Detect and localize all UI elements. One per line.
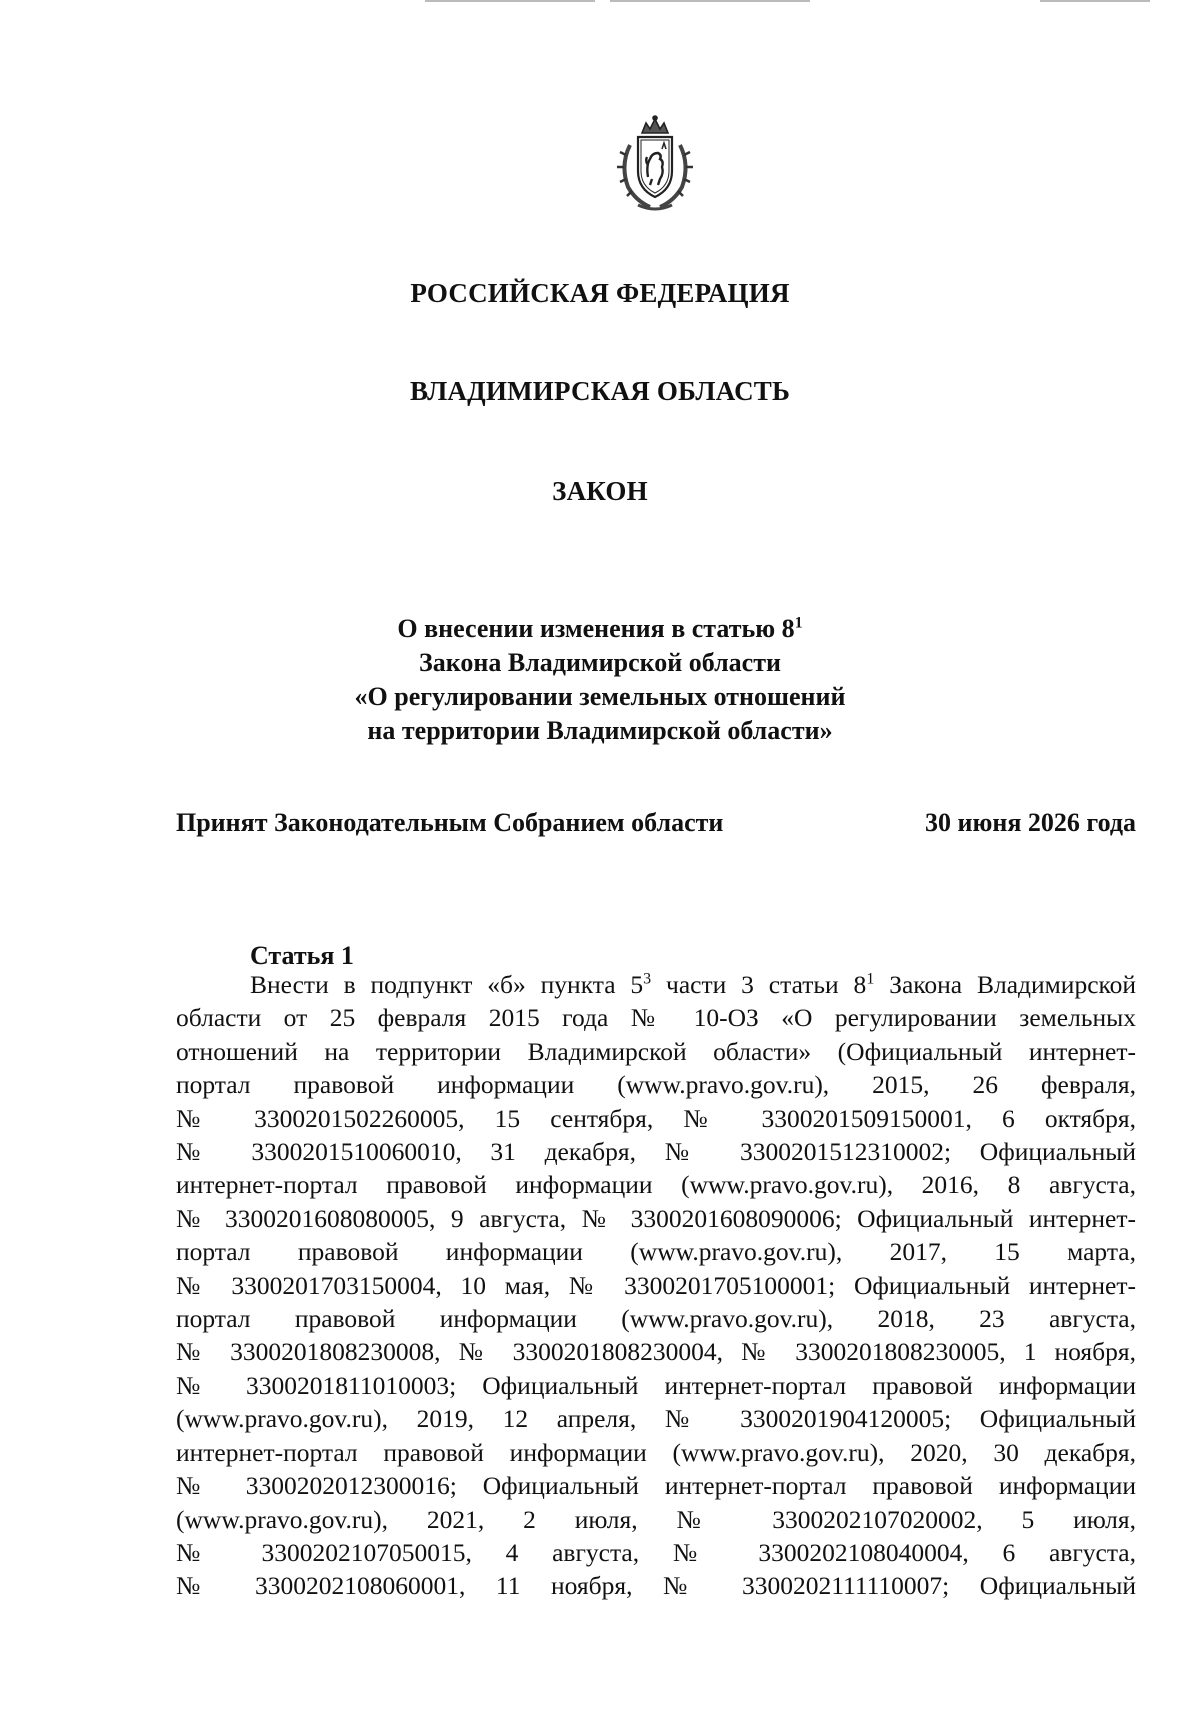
article-line: № 3300202107050015, 4 августа, № 3300202108040004, 6 августа, — [176, 1537, 1136, 1567]
article-line-1 — [176, 968, 1136, 1001]
coat-of-arms-emblem — [612, 115, 698, 215]
article-line: № 3300202108060001, 11 ноября, № 3300202111110007; Официальный — [176, 1571, 1136, 1601]
header-doc-type: ЗАКОН — [552, 476, 648, 506]
article-line: № 3300201510060010, 31 декабря, № 3300201512310002; Официальный — [176, 1137, 1136, 1167]
article-line: интернет-портал правовой информации (www.pravo.gov.ru), 2016, 8 августа, — [176, 1170, 1136, 1200]
article-line: области от 25 февраля 2015 года № 10-ОЗ «О регулировании земельных — [176, 1003, 1136, 1033]
scan-edge-mark — [1040, 0, 1150, 2]
article-line: (www.pravo.gov.ru), 2019, 12 апреля, № 3300201904120005; Официальный — [176, 1404, 1136, 1434]
text: Закона Владимирской — [874, 970, 1136, 999]
article-line: отношений на территории Владимирской области» (Официальный интернет- — [176, 1036, 1136, 1066]
superscript: 3 — [643, 970, 652, 988]
superscript: 1 — [794, 614, 803, 632]
superscript: 1 — [866, 970, 875, 988]
article-line: № 3300201811010003; Официальный интернет-портал правовой информации — [176, 1370, 1136, 1400]
article-line: № 3300201808230008, № 3300201808230004, № 3300201808230005, 1 ноября, — [176, 1337, 1136, 1367]
law-title-line-2: Закона Владимирской области — [419, 648, 781, 677]
article-line: (www.pravo.gov.ru), 2021, 2 июля, № 3300202107020002, 5 июля, — [176, 1504, 1136, 1534]
law-title-line-4: на территории Владимирской области» — [367, 716, 833, 745]
law-title-text: О внесении изменения в статью 8 — [397, 614, 795, 643]
text: части 3 статьи 8 — [651, 970, 867, 999]
text: Внести в подпункт «б» пункта 5 — [250, 970, 644, 999]
adopted-by: Принят Законодательным Собранием области — [176, 808, 724, 837]
article-line: портал правовой информации (www.pravo.gov.ru), 2018, 23 августа, — [176, 1304, 1136, 1334]
article-heading: Статья 1 — [250, 941, 354, 970]
article-body — [176, 968, 1136, 1603]
law-title — [0, 612, 1200, 748]
law-title-line-1 — [0, 612, 1200, 646]
article-line: интернет-портал правовой информации (www.pravo.gov.ru), 2020, 30 декабря, — [176, 1437, 1136, 1467]
article-line: № 3300201703150004, 10 мая, № 3300201705100001; Официальный интернет- — [176, 1270, 1136, 1300]
adoption-line — [176, 808, 1136, 838]
article-line: портал правовой информации (www.pravo.gov.ru), 2017, 15 марта, — [176, 1237, 1136, 1267]
article-line: № 3300201502260005, 15 сентября, № 3300201509150001, 6 октября, — [176, 1103, 1136, 1133]
scan-edge-mark — [425, 0, 595, 2]
header-region: ВЛАДИМИРСКАЯ ОБЛАСТЬ — [409, 376, 791, 406]
scan-edge-mark — [610, 0, 810, 2]
adoption-date: 30 июня 2026 года — [925, 808, 1136, 837]
article-line: портал правовой информации (www.pravo.gov.ru), 2015, 26 февраля, — [176, 1070, 1136, 1100]
header-country: РОССИЙСКАЯ ФЕДЕРАЦИЯ — [410, 278, 790, 308]
article-line: № 3300202012300016; Официальный интернет-портал правовой информации — [176, 1471, 1136, 1501]
law-title-line-3: «О регулировании земельных отношений — [354, 682, 846, 711]
article-line: № 3300201608080005, 9 августа, № 3300201608090006; Официальный интернет- — [176, 1203, 1136, 1233]
